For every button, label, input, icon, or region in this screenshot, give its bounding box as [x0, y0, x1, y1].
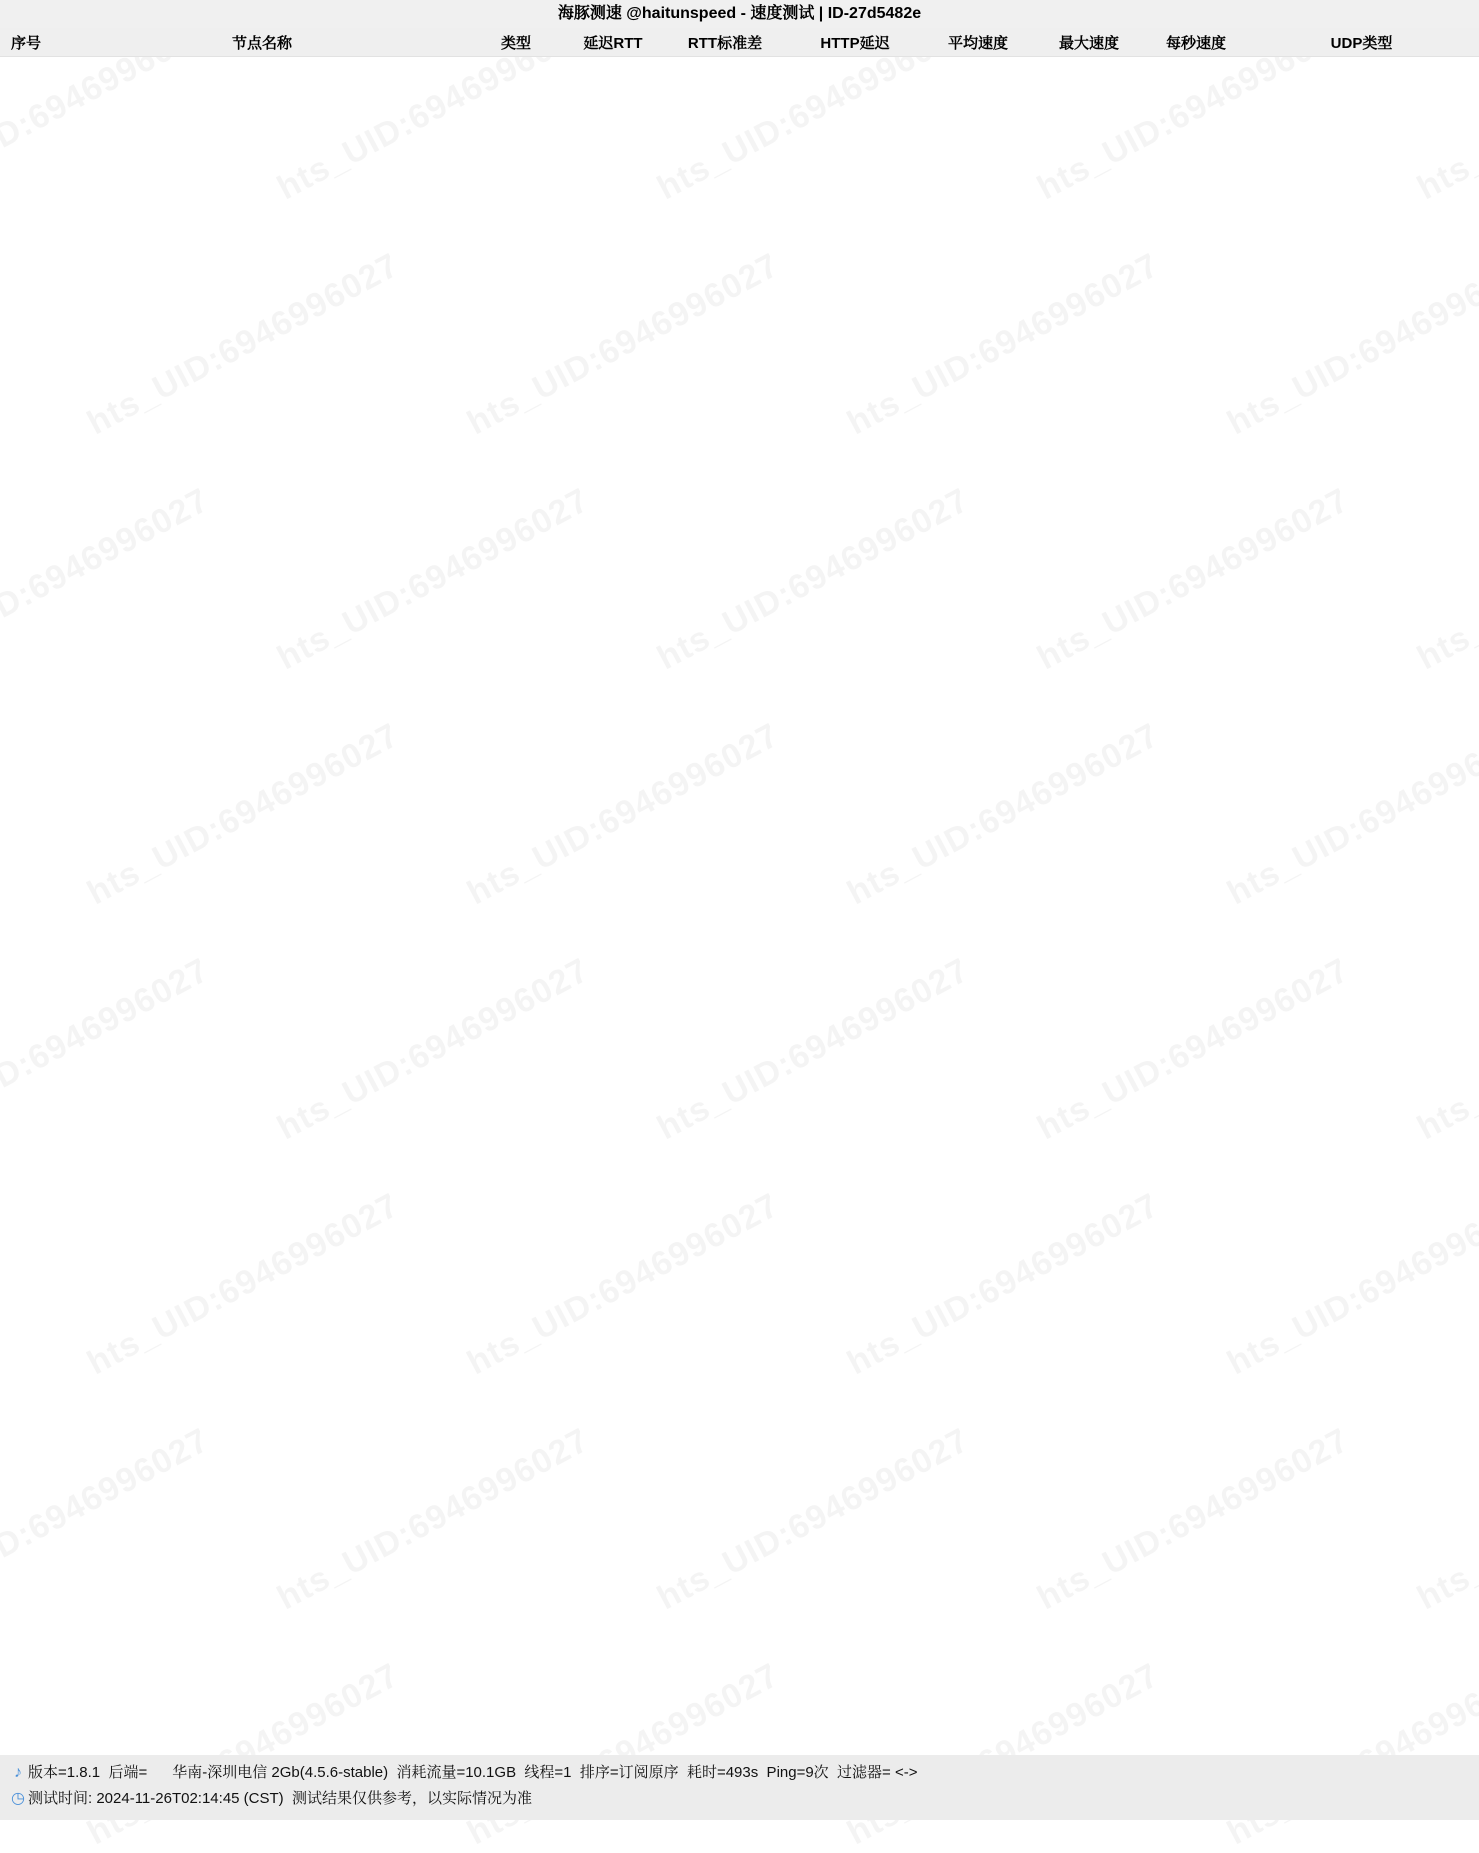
footer-summary-text: 版本=1.8.1 后端= 华南-深圳电信 2Gb(4.5.6-stable) 消耗流量=10.1GB 线程=1 排序=订阅原序 耗时=493s Ping=9次 过滤器= <-> — [28, 1764, 918, 1781]
speed-test-table — [0, 28, 1479, 57]
clock-icon: ◷ — [11, 1790, 25, 1807]
column-header-4: RTT标准差 — [666, 28, 784, 57]
page-title: 海豚测速 @haitunspeed - 速度测试 | ID-27d5482e — [0, 0, 1479, 28]
column-header-1: 节点名称 — [52, 28, 472, 57]
column-header-9: UDP类型 — [1244, 28, 1479, 57]
table-header-row — [0, 28, 1479, 57]
column-header-6: 平均速度 — [926, 28, 1030, 57]
column-header-3: 延迟RTT — [560, 28, 666, 57]
dna-icon: ♪ — [14, 1764, 22, 1781]
footer-time-line — [8, 1786, 1471, 1812]
footer — [0, 1755, 1479, 1820]
column-header-5: HTTP延迟 — [784, 28, 926, 57]
column-header-8: 每秒速度 — [1148, 28, 1244, 57]
column-header-0: 序号 — [0, 28, 52, 57]
column-header-7: 最大速度 — [1030, 28, 1148, 57]
footer-time-text: 测试时间: 2024-11-26T02:14:45 (CST) 测试结果仅供参考，以实际情况为准 — [28, 1790, 532, 1807]
footer-summary-line — [8, 1760, 1471, 1786]
column-header-2: 类型 — [472, 28, 560, 57]
